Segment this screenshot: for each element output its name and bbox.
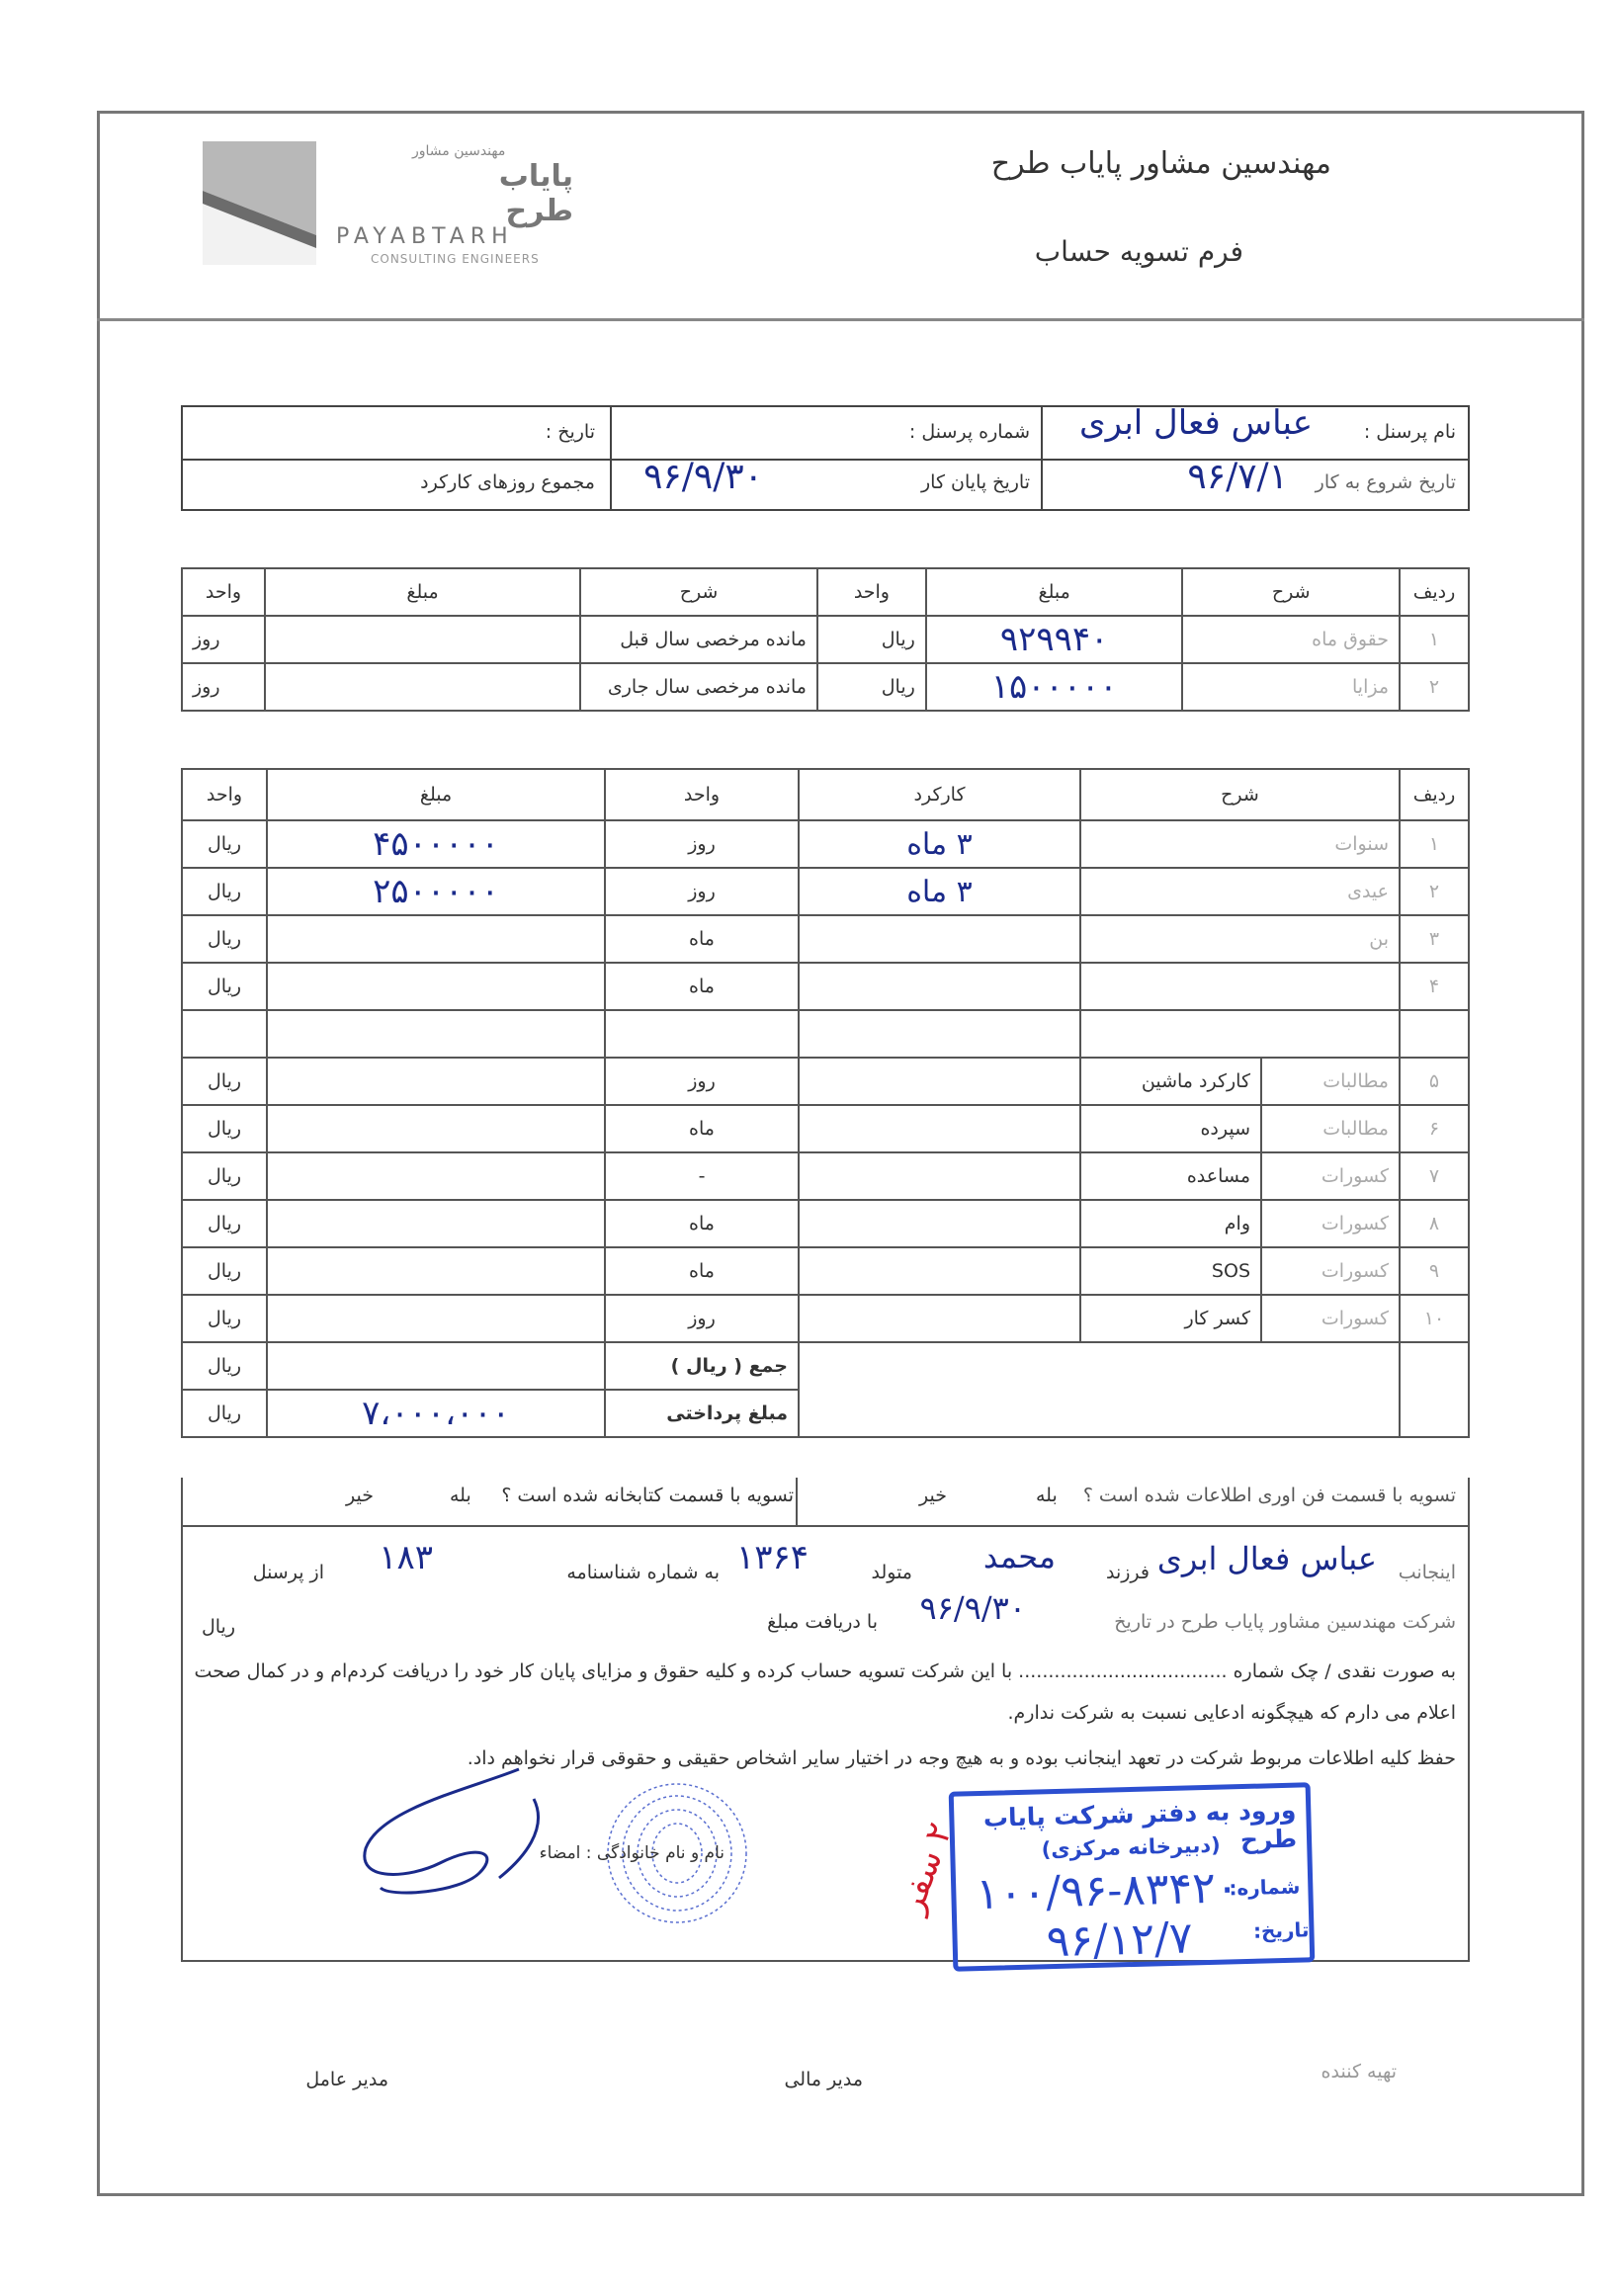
paid-amount: ۷،۰۰۰،۰۰۰ bbox=[267, 1390, 605, 1437]
table-row bbox=[182, 963, 1469, 1010]
row-no: ۲ bbox=[1400, 663, 1469, 711]
row-sub-desc: سپرده bbox=[1080, 1105, 1261, 1152]
col-desc: شرح bbox=[1080, 769, 1400, 820]
stamp-number-value: ۱۰۰/۹۶-۸۳۴۲۰ bbox=[975, 1862, 1240, 1920]
salary-table-header bbox=[182, 568, 1469, 616]
col-amount-2: مبلغ bbox=[265, 568, 580, 616]
row-desc: عیدی bbox=[1080, 868, 1400, 915]
logo-graphic bbox=[203, 141, 316, 265]
row-desc bbox=[1080, 963, 1400, 1010]
row-sub-desc: وام bbox=[1080, 1200, 1261, 1247]
row-amount bbox=[267, 1247, 605, 1295]
decl-line2-c: ریال bbox=[201, 1616, 235, 1638]
row-unit: ماه bbox=[605, 1105, 799, 1152]
stamp-title: ورود به دفتر شرکت پایاب طرح bbox=[982, 1795, 1298, 1855]
table-row bbox=[182, 616, 1469, 663]
row-no: ۸ bbox=[1400, 1200, 1469, 1247]
row-unit: ریال bbox=[817, 616, 926, 663]
logo-fa: پایاب طرح bbox=[498, 159, 573, 228]
row-desc: کسورات bbox=[1261, 1152, 1400, 1200]
row-amount bbox=[267, 1010, 605, 1058]
row-amount: ۴۵۰۰۰۰۰ bbox=[267, 820, 605, 868]
stamp-date-value: ۹۶/۱۲/۷ bbox=[1046, 1913, 1194, 1968]
table-row bbox=[182, 1010, 1469, 1058]
row-amount bbox=[267, 1295, 605, 1342]
row-desc: سنوات bbox=[1080, 820, 1400, 868]
footer-ceo: مدیر عامل bbox=[305, 2069, 388, 2090]
logo-fa-small: مهندسین مشاور bbox=[412, 143, 506, 159]
paid-row bbox=[182, 1390, 1469, 1437]
row-no bbox=[1400, 1010, 1469, 1058]
question-it-no: خیر bbox=[919, 1485, 947, 1506]
personnel-name-value: عباس فعال ابری bbox=[1078, 403, 1313, 443]
row-work bbox=[799, 1247, 1080, 1295]
handwritten-annotation: ۲ سفر bbox=[891, 1818, 961, 1918]
salary-table bbox=[181, 567, 1470, 712]
row-no: ۷ bbox=[1400, 1152, 1469, 1200]
table-row bbox=[182, 1295, 1469, 1342]
paid-unit: ریال bbox=[182, 1390, 267, 1437]
header-divider bbox=[97, 318, 1584, 321]
signature-label: نام و نام خانوادگی : امضاء bbox=[539, 1843, 724, 1863]
decl-line4: اعلام می دارم که هیچگونه ادعایی نسبت به شرکت ندارم. bbox=[1007, 1702, 1456, 1724]
row-unit: ماه bbox=[605, 1200, 799, 1247]
end-date-label: تاریخ پایان کار bbox=[920, 471, 1030, 493]
decl-birth: ۱۳۶۴ bbox=[735, 1538, 809, 1577]
decl-line1-d: به شماره شناسنامه bbox=[566, 1562, 720, 1583]
row-unit-2: ریال bbox=[182, 1295, 267, 1342]
row-desc bbox=[1080, 1010, 1400, 1058]
row-desc: حقوق ماه bbox=[1182, 616, 1400, 663]
question-library-yes: بله bbox=[450, 1485, 471, 1506]
col-amount: مبلغ bbox=[926, 568, 1183, 616]
row-no: ۱ bbox=[1400, 616, 1469, 663]
row-no: ۱ bbox=[1400, 820, 1469, 868]
table-row bbox=[182, 1200, 1469, 1247]
logo-en: PAYABTARH bbox=[336, 224, 514, 249]
table-row bbox=[182, 915, 1469, 963]
settlement-table-header bbox=[182, 769, 1469, 820]
row-unit: - bbox=[605, 1152, 799, 1200]
row-work bbox=[799, 1200, 1080, 1247]
total-days-label: مجموع روزهای کارکرد bbox=[420, 471, 595, 493]
footer-preparer: تهیه کننده bbox=[1321, 2061, 1397, 2083]
logo-graphic-icon bbox=[203, 141, 316, 265]
row-no: ۹ bbox=[1400, 1247, 1469, 1295]
table-row bbox=[182, 1152, 1469, 1200]
decl-line1-e: از پرسنل bbox=[252, 1562, 324, 1583]
row-unit-2: ریال bbox=[182, 1105, 267, 1152]
sum-row bbox=[182, 1342, 1469, 1390]
col-row-no: ردیف bbox=[1400, 769, 1469, 820]
row-amount: ۲۵۰۰۰۰۰ bbox=[267, 868, 605, 915]
decl-line3: به صورت نقدی / چک شماره ................................... با این شرکت تسویه حساب کرده و کلیه حقوق و مزایای پایان کار خود را دریافت کردم‌ام و در کمال صحت bbox=[194, 1660, 1456, 1682]
col-row-no: ردیف bbox=[1400, 568, 1469, 616]
start-date-label: تاریخ شروع به کار bbox=[1315, 471, 1456, 493]
col-desc-2: شرح bbox=[580, 568, 817, 616]
settlement-table bbox=[181, 768, 1470, 1438]
row-work bbox=[799, 1010, 1080, 1058]
question-it-yes: بله bbox=[1036, 1485, 1058, 1506]
row-work bbox=[799, 915, 1080, 963]
row-sub-desc: مساعده bbox=[1080, 1152, 1261, 1200]
row-no: ۶ bbox=[1400, 1105, 1469, 1152]
paid-empty bbox=[799, 1390, 1400, 1437]
row-unit: ماه bbox=[605, 1247, 799, 1295]
footer-finance-manager: مدیر مالی bbox=[784, 2069, 863, 2090]
row-no: ۲ bbox=[1400, 868, 1469, 915]
question-it: تسویه با قسمت فن اوری اطلاعات شده است ؟ bbox=[1082, 1485, 1456, 1506]
personnel-name-label: نام پرسنل : bbox=[1363, 421, 1456, 443]
row-unit-2: روز bbox=[182, 663, 265, 711]
row-work bbox=[799, 1295, 1080, 1342]
company-name: مهندسین مشاور پایاب طرح bbox=[990, 146, 1331, 181]
table-row bbox=[182, 820, 1469, 868]
table-row bbox=[182, 1058, 1469, 1105]
row-sub-desc: کسر کار bbox=[1080, 1295, 1261, 1342]
decl-date: ۹۶/۹/۳۰ bbox=[919, 1589, 1026, 1627]
sum-amount bbox=[267, 1342, 605, 1390]
row-work bbox=[799, 1152, 1080, 1200]
col-unit-2: واحد bbox=[182, 769, 267, 820]
col-desc: شرح bbox=[1182, 568, 1400, 616]
row-sub-desc: SOS bbox=[1080, 1247, 1261, 1295]
decl-line5: حفظ کلیه اطلاعات مربوط شرکت در تعهد اینجانب بوده و به هیچ وجه در اختیار سایر اشخاص حقیقی و حقوقی قرار نخواهم داد. bbox=[467, 1747, 1456, 1769]
stamp-date-label: تاریخ: bbox=[1252, 1917, 1310, 1943]
row-unit-2: ریال bbox=[182, 868, 267, 915]
row-amount bbox=[267, 1058, 605, 1105]
row-unit bbox=[605, 1010, 799, 1058]
row-desc: مطالبات bbox=[1261, 1105, 1400, 1152]
row-work: ۳ ماه bbox=[799, 868, 1080, 915]
row-unit-2: ریال bbox=[182, 963, 267, 1010]
row-unit-2: ریال bbox=[182, 1058, 267, 1105]
row-amount: ۱۵۰۰۰۰۰ bbox=[926, 663, 1183, 711]
decl-line1-a: اینجانب bbox=[1398, 1562, 1456, 1583]
row-work: ۳ ماه bbox=[799, 820, 1080, 868]
row-unit-2: ریال bbox=[182, 915, 267, 963]
question-library: تسویه با قسمت کتابخانه شده است ؟ bbox=[501, 1485, 794, 1506]
row-desc: کسورات bbox=[1261, 1200, 1400, 1247]
decl-name: عباس فعال ابری bbox=[1156, 1540, 1377, 1577]
row-unit: ماه bbox=[605, 963, 799, 1010]
row-unit: ریال bbox=[817, 663, 926, 711]
row-unit: روز bbox=[605, 1295, 799, 1342]
col-amount: مبلغ bbox=[267, 769, 605, 820]
col-unit: واحد bbox=[605, 769, 799, 820]
decl-line1-c: متولد bbox=[871, 1562, 912, 1583]
decl-line2-a: شرکت مهندسین مشاور پایاب طرح در تاریخ bbox=[1114, 1611, 1456, 1633]
paid-label: مبلغ پرداختی bbox=[605, 1390, 799, 1437]
row-desc: بن bbox=[1080, 915, 1400, 963]
row-work bbox=[799, 963, 1080, 1010]
row-desc-2: مانده مرخصی سال جاری bbox=[580, 663, 817, 711]
row-unit: روز bbox=[605, 1058, 799, 1105]
form-title: فرم تسویه حساب bbox=[1034, 235, 1243, 268]
stamp-subtitle: (دبیرخانه مرکزی) bbox=[1041, 1832, 1222, 1862]
sum-unit: ریال bbox=[182, 1342, 267, 1390]
row-amount bbox=[267, 1105, 605, 1152]
row-unit: ماه bbox=[605, 915, 799, 963]
row-unit: روز bbox=[605, 820, 799, 868]
row-unit-2 bbox=[182, 1010, 267, 1058]
decl-line1-b: فرزند bbox=[1105, 1562, 1150, 1583]
sum-label: جمع ( ریال ) bbox=[605, 1342, 799, 1390]
row-desc: کسورات bbox=[1261, 1247, 1400, 1295]
date-label: تاریخ : bbox=[545, 421, 595, 443]
table-row bbox=[182, 1247, 1469, 1295]
row-amount-2 bbox=[265, 663, 580, 711]
row-amount bbox=[267, 1152, 605, 1200]
start-date-value: ۹۶/۷/۱ bbox=[1187, 457, 1288, 497]
row-desc: کسورات bbox=[1261, 1295, 1400, 1342]
personnel-number-label: شماره پرسنل : bbox=[908, 421, 1030, 443]
company-logo bbox=[203, 141, 573, 270]
row-amount-2 bbox=[265, 616, 580, 663]
col-unit-2: واحد bbox=[182, 568, 265, 616]
row-desc: مطالبات bbox=[1261, 1058, 1400, 1105]
row-amount: ۹۲۹۹۴۰ bbox=[926, 616, 1183, 663]
stamp-number-label: شماره: bbox=[1229, 1874, 1301, 1901]
row-no: ۱۰ bbox=[1400, 1295, 1469, 1342]
questions-sep bbox=[796, 1478, 798, 1525]
row-unit-2: ریال bbox=[182, 820, 267, 868]
question-library-no: خیر bbox=[346, 1485, 374, 1506]
row-unit: روز bbox=[605, 868, 799, 915]
paid-empty bbox=[1400, 1390, 1469, 1437]
row-no: ۵ bbox=[1400, 1058, 1469, 1105]
row-work bbox=[799, 1058, 1080, 1105]
row-no: ۳ bbox=[1400, 915, 1469, 963]
col-unit: واحد bbox=[817, 568, 926, 616]
sum-empty bbox=[799, 1342, 1400, 1390]
info-col-sep-1 bbox=[1041, 407, 1043, 509]
decl-line2-b: با دریافت مبلغ bbox=[767, 1611, 878, 1633]
table-row bbox=[182, 663, 1469, 711]
decl-father: محمد bbox=[982, 1538, 1056, 1575]
row-desc-2: مانده مرخصی سال قبل bbox=[580, 616, 817, 663]
decl-id: ۱۸۳ bbox=[379, 1538, 433, 1577]
row-unit-2: ریال bbox=[182, 1200, 267, 1247]
table-row bbox=[182, 1105, 1469, 1152]
info-col-sep-2 bbox=[610, 407, 612, 509]
row-amount bbox=[267, 1200, 605, 1247]
row-unit-2: ریال bbox=[182, 1247, 267, 1295]
table-row bbox=[182, 868, 1469, 915]
row-amount bbox=[267, 915, 605, 963]
logo-en-sub: CONSULTING ENGINEERS bbox=[371, 252, 540, 266]
sum-empty bbox=[1400, 1342, 1469, 1390]
row-sub-desc: کارکرد ماشین bbox=[1080, 1058, 1261, 1105]
row-amount bbox=[267, 963, 605, 1010]
col-work: کارکرد bbox=[799, 769, 1080, 820]
row-unit-2: روز bbox=[182, 616, 265, 663]
received-stamp bbox=[949, 1782, 1316, 1972]
row-unit-2: ریال bbox=[182, 1152, 267, 1200]
end-date-value: ۹۶/۹/۳۰ bbox=[643, 457, 763, 497]
row-desc: مزایا bbox=[1182, 663, 1400, 711]
row-no: ۴ bbox=[1400, 963, 1469, 1010]
row-work bbox=[799, 1105, 1080, 1152]
